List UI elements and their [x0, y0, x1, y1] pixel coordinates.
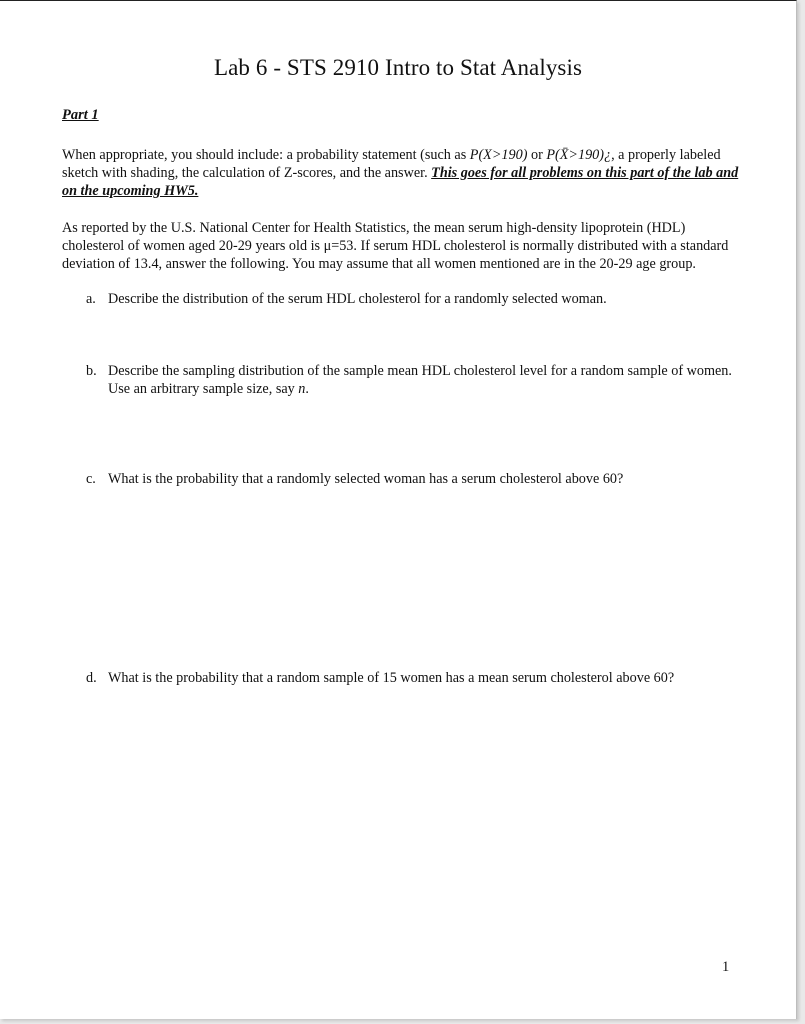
context-paragraph: As reported by the U.S. National Center for Health Statistics, the mean serum high-density lipoprotein (HDL) cholesterol of women aged 20-29 years old is μ=53. If serum HDL cholesterol is normally distributed with a standard deviation of 13.4, answer the following. You may assume that all women mentioned are in the 20-29 age group.: [62, 220, 729, 272]
instructions-emphasis: This goes for all problems on this part of the lab and on the upcoming HW5.: [62, 165, 739, 199]
instructions-or: or: [527, 147, 547, 163]
question-b: [86, 363, 736, 398]
question-b-letter: b.: [86, 363, 97, 379]
page-title: Lab 6 - STS 2910 Intro to Stat Analysis: [213, 55, 583, 80]
question-b-variable: n: [298, 380, 306, 397]
instructions-text-start: When appropriate, you should include: a probability statement (such as: [62, 147, 470, 163]
question-a: [86, 291, 736, 309]
question-d-text: What is the probability that a random sample of 15 women has a mean serum cholesterol above 60?: [108, 670, 675, 686]
probability-expression-x: P(X>190): [469, 147, 528, 163]
instructions-text-end: , a properly labeled sketch with shading, the calculation of Z-scores, and the answer.: [62, 147, 721, 181]
page-number: 1: [722, 959, 730, 975]
question-c-text: What is the probability that a randomly selected woman has a serum cholesterol above 60?: [108, 471, 624, 487]
question-b-text: Describe the sampling distribution of the sample mean HDL cholesterol level for a random sample of women. Use an arbitrary sample size, say: [108, 363, 732, 397]
question-d: [86, 670, 736, 688]
question-d-letter: d.: [86, 670, 97, 686]
question-a-letter: a.: [86, 291, 96, 307]
instructions-paragraph: [62, 146, 742, 200]
question-a-text: Describe the distribution of the serum HDL cholesterol for a randomly selected woman.: [108, 291, 607, 307]
question-c: [86, 471, 736, 489]
probability-expression-xbar: P(X̄>190)¿: [546, 147, 612, 163]
question-c-letter: c.: [86, 471, 96, 487]
part-heading: Part 1: [62, 107, 99, 123]
question-b-end: .: [305, 380, 309, 397]
